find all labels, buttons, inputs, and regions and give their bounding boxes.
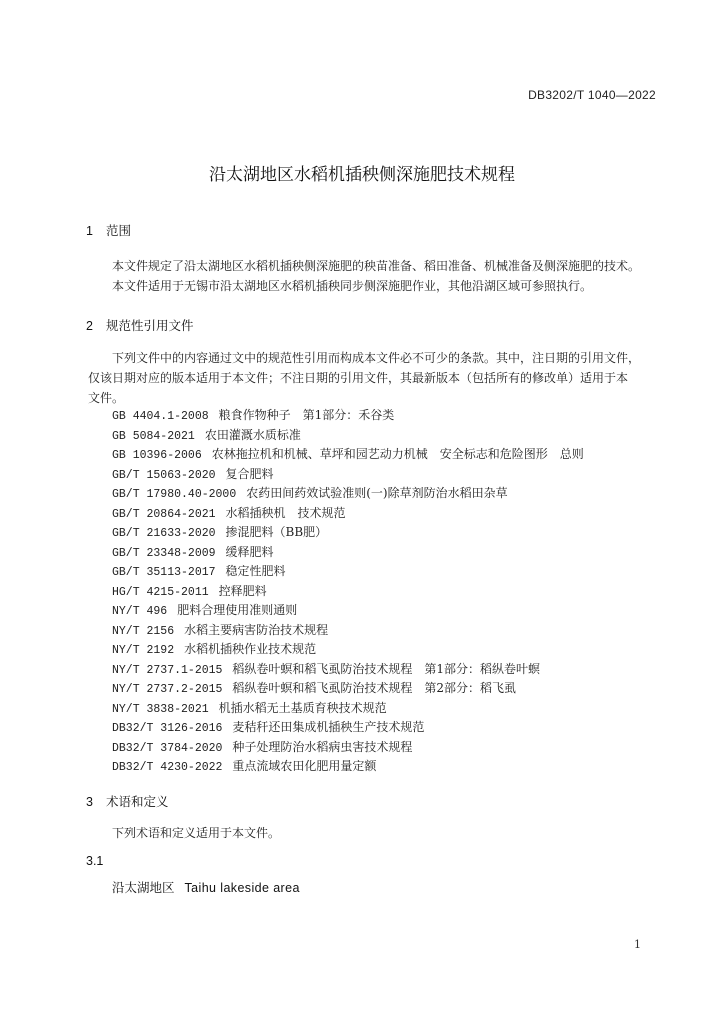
reference-item	[112, 699, 584, 719]
subsection-number: 3.1	[86, 854, 104, 868]
reference-title: 农林拖拉机和机械、草坪和园艺动力机械 安全标志和危险图形 总则	[211, 447, 584, 461]
section-1-heading	[86, 221, 131, 239]
reference-list	[112, 406, 584, 777]
reference-item	[112, 445, 584, 465]
reference-code: GB 5084-2021	[112, 429, 195, 443]
section-number: 1	[86, 224, 93, 238]
document-title: 沿太湖地区水稻机插秧侧深施肥技术规程	[209, 165, 515, 185]
reference-code: GB/T 35113-2017	[112, 566, 216, 579]
section-title: 规范性引用文件	[106, 318, 194, 333]
reference-item	[112, 601, 584, 621]
reference-item	[112, 543, 584, 563]
reference-code: HG/T 4215-2011	[112, 585, 209, 599]
reference-title: 机插水稻无土基质育秧技术规范	[218, 700, 387, 715]
reference-code: NY/T 496	[112, 605, 168, 618]
term-entry	[112, 878, 300, 896]
reference-code: NY/T 2737.1-2015	[112, 663, 223, 677]
paragraph-line: 下列文件中的内容通过文中的规范性引用而构成本文件必不可少的条款。其中，注日期的引用文件，	[112, 351, 641, 365]
reference-code: GB 10396-2006	[112, 449, 202, 462]
section-title: 术语和定义	[106, 794, 169, 809]
reference-title: 重点流域农田化肥用量定额	[232, 759, 377, 773]
reference-code: NY/T 2192	[112, 644, 175, 657]
section-2-heading	[86, 316, 194, 334]
paragraph: 下列术语和定义适用于本文件。	[112, 826, 281, 840]
section-number: 2	[86, 319, 93, 333]
reference-item	[112, 738, 584, 758]
section-3-body	[112, 823, 682, 843]
reference-title: 水稻机插秧作业技术规范	[184, 642, 317, 656]
reference-title: 缓释肥料	[225, 544, 274, 559]
section-title: 范围	[106, 223, 132, 238]
reference-title: 粮食作物种子 第1部分：禾谷类	[218, 408, 395, 422]
reference-item	[112, 582, 584, 602]
reference-item	[112, 757, 584, 777]
section-2-intro	[88, 348, 658, 408]
reference-code: GB/T 17980.40-2000	[112, 488, 237, 501]
reference-title: 复合肥料	[225, 466, 274, 481]
reference-title: 控释肥料	[218, 583, 267, 598]
reference-code: NY/T 3838-2021	[112, 702, 209, 716]
document-code: DB3202/T 1040—2022	[528, 88, 656, 102]
reference-title: 稻纵卷叶螟和稻飞虱防治技术规程 第1部分：稻纵卷叶螟	[232, 661, 541, 676]
reference-item	[112, 504, 584, 524]
reference-title: 农田灌溉水质标准	[204, 427, 301, 442]
term-english: Taihu lakeside area	[184, 881, 300, 895]
reference-code: NY/T 2737.2-2015	[112, 683, 223, 696]
paragraph-line: 文件。	[88, 391, 125, 405]
reference-title: 掺混肥料（BB肥）	[225, 525, 328, 539]
reference-code: GB/T 15063-2020	[112, 468, 216, 482]
page-number: 1	[634, 938, 641, 951]
reference-title: 稳定性肥料	[225, 564, 286, 578]
reference-item	[112, 465, 584, 485]
reference-code: DB32/T 3126-2016	[112, 722, 223, 735]
reference-code: DB32/T 4230-2022	[112, 761, 223, 774]
section-3-heading	[86, 792, 169, 810]
reference-item	[112, 523, 584, 543]
reference-item	[112, 484, 584, 504]
reference-code: GB/T 21633-2020	[112, 527, 216, 540]
section-number: 3	[86, 795, 93, 809]
reference-item	[112, 718, 584, 738]
reference-item	[112, 640, 584, 660]
reference-code: NY/T 2156	[112, 624, 175, 638]
reference-title: 种子处理防治水稻病虫害技术规程	[232, 739, 413, 754]
reference-item	[112, 660, 584, 680]
paragraph-line: 仅该日期对应的版本适用于本文件；不注日期的引用文件，其最新版本（包括所有的修改单）适用于本	[88, 371, 629, 385]
reference-item	[112, 679, 584, 699]
reference-item	[112, 406, 584, 426]
reference-title: 水稻主要病害防治技术规程	[184, 622, 329, 637]
term-chinese: 沿太湖地区	[112, 880, 175, 895]
reference-title: 麦秸秆还田集成机插秧生产技术规范	[232, 720, 425, 734]
reference-item	[112, 426, 584, 446]
section-1-body	[112, 256, 672, 296]
reference-code: GB/T 23348-2009	[112, 546, 216, 560]
reference-code: GB 4404.1-2008	[112, 410, 209, 423]
reference-title: 水稻插秧机 技术规范	[225, 505, 346, 520]
reference-title: 稻纵卷叶螟和稻飞虱防治技术规程 第2部分：稻飞虱	[232, 681, 517, 695]
reference-item	[112, 621, 584, 641]
reference-code: GB/T 20864-2021	[112, 507, 216, 521]
reference-title: 农药田间药效试验准则(一)除草剂防治水稻田杂草	[246, 486, 508, 500]
paragraph: 本文件适用于无锡市沿太湖地区水稻机插秧同步侧深施肥作业，其他沿湖区域可参照执行。	[112, 279, 593, 293]
reference-title: 肥料合理使用准则通则	[177, 603, 298, 617]
reference-item	[112, 562, 584, 582]
reference-code: DB32/T 3784-2020	[112, 741, 223, 755]
paragraph: 本文件规定了沿太湖地区水稻机插秧侧深施肥的秧苗准备、稻田准备、机械准备及侧深施肥的技术。	[112, 259, 641, 273]
